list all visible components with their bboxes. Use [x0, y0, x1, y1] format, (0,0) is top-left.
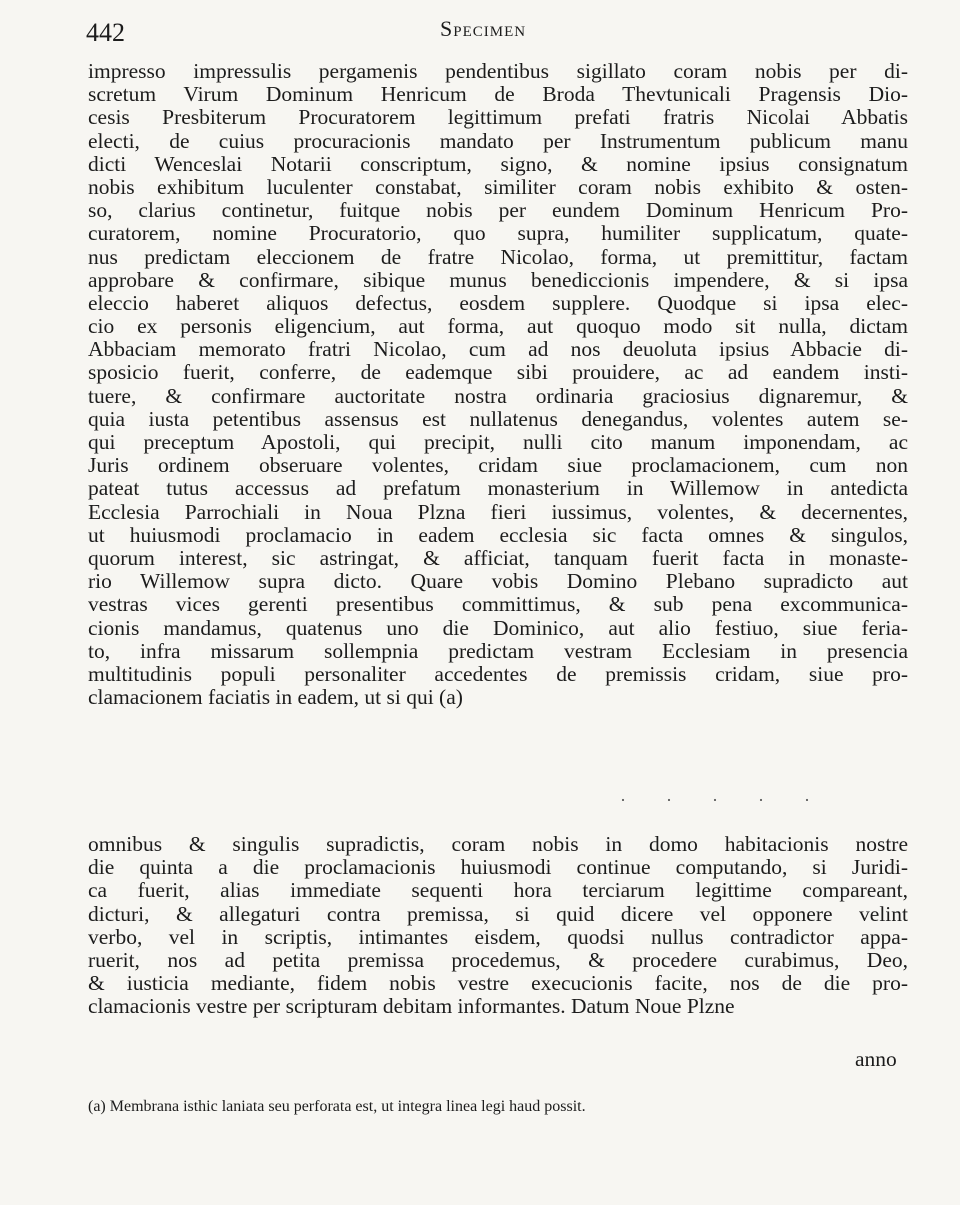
page-number: 442	[86, 18, 125, 47]
text-line: quia iusta petentibus assensus est nullatenus denegandus, volentes autem se-	[88, 407, 908, 431]
continuation-text-block	[88, 833, 908, 1019]
text-line: vestras vices gerenti presentibus committimus, & sub pena excommunica-	[88, 593, 908, 617]
text-line: quorum interest, sic astringat, & afficiat, tanquam fuerit facta in monaste-	[88, 546, 908, 570]
footnote: (a) Membrana isthic laniata seu perforata est, ut integra linea legi haud possit.	[88, 1098, 586, 1115]
text-line: cionis mandamus, quatenus uno die Dominico, aut alio festiuo, siue feria-	[88, 616, 908, 640]
text-line: cio ex personis eligencium, aut forma, aut quoquo modo sit nulla, dictam	[88, 315, 908, 339]
text-line: eleccio haberet aliquos defectus, eosdem supplere. Quodque si ipsa elec-	[88, 291, 908, 315]
text-line: verbo, vel in scriptis, intimantes eisdem, quodsi nullus contradictor appa-	[88, 925, 908, 949]
text-line: to, infra missarum sollempnia predictam vestram Ecclesiam in presencia	[88, 639, 908, 663]
text-line: impresso impressulis pergamenis pendentibus sigillato coram nobis per di-	[88, 60, 908, 83]
running-head: Specimen	[440, 16, 527, 41]
text-line: tuere, & confirmare auctoritate nostra ordinaria graciosius dignaremur, &	[88, 384, 908, 408]
text-line: scretum Virum Dominum Henricum de Broda Thevtunicali Pragensis Dio-	[88, 83, 908, 107]
text-line: ruerit, nos ad petita premissa procedemus, & procedere curabimus, Deo,	[88, 948, 908, 972]
text-line: Abbaciam memorato fratri Nicolao, cum ad nos deuoluta ipsius Abbacie di-	[88, 338, 908, 362]
text-line: nus predictam eleccionem de fratre Nicolao, forma, ut premittitur, factam	[88, 245, 908, 269]
text-line: dicturi, & allegaturi contra premissa, si quid dicere vel opponere velint	[88, 902, 908, 926]
text-line: ut huiusmodi proclamacio in eadem ecclesia sic facta omnes & singulos,	[88, 523, 908, 547]
text-line: clamacionis vestre per scripturam debitam informantes. Datum Noue Plzne	[88, 995, 735, 1019]
text-line: curatorem, nomine Procuratorio, quo supra, humiliter supplicatum, quate-	[88, 222, 908, 246]
text-line: approbare & confirmare, sibique munus benediccionis impendere, & si ipsa	[88, 268, 908, 292]
text-line: electi, de cuius procuracionis mandato per Instrumentum publicum manu	[88, 129, 908, 153]
text-line: & iusticia mediante, fidem nobis vestre execucionis facite, nos de die pro-	[88, 972, 908, 996]
text-line: Juris ordinem obseruare volentes, cridam siue proclamacionem, cum non	[88, 454, 908, 478]
text-line: multitudinis populi personaliter accedentes de premissis cridam, siue pro-	[88, 662, 908, 686]
text-line: omnibus & singulis supradictis, coram nobis in domo habitacionis nostre	[88, 833, 908, 856]
text-line: ca fuerit, alias immediate sequenti hora terciarum legittime compareant,	[88, 879, 908, 903]
text-line: so, clarius continetur, fuitque nobis per eundem Dominum Henricum Pro-	[88, 199, 908, 223]
text-line: qui preceptum Apostoli, qui precipit, nulli cito manum imponendam, ac	[88, 431, 908, 454]
text-line: pateat tutus accessus ad prefatum monasterium in Willemow in antedicta	[88, 477, 908, 501]
text-line: die quinta a die proclamacionis huiusmodi continue computando, si Juridi-	[88, 856, 908, 880]
text-line: cesis Presbiterum Procuratorem legittimum prefati fratris Nicolai Abbatis	[88, 106, 908, 130]
lacuna-marks: ·····	[620, 790, 850, 810]
text-line: nobis exhibitum luculenter constabat, similiter coram nobis exhibito & osten-	[88, 175, 908, 199]
text-line: clamacionem faciatis in eadem, ut si qui (a)	[88, 686, 463, 710]
text-line: Ecclesia Parrochiali in Noua Plzna fieri iussimus, volentes, & decernentes,	[88, 500, 908, 524]
catchword: anno	[855, 1047, 897, 1071]
text-line: rio Willemow supra dicto. Quare vobis Domino Plebano supradicto aut	[88, 570, 908, 594]
main-text-block	[88, 60, 908, 709]
text-line: sposicio fuerit, conferre, de eademque sibi prouidere, ac ad eandem insti-	[88, 361, 908, 385]
text-line: dicti Wenceslai Notarii conscriptum, signo, & nomine ipsius consignatum	[88, 152, 908, 176]
